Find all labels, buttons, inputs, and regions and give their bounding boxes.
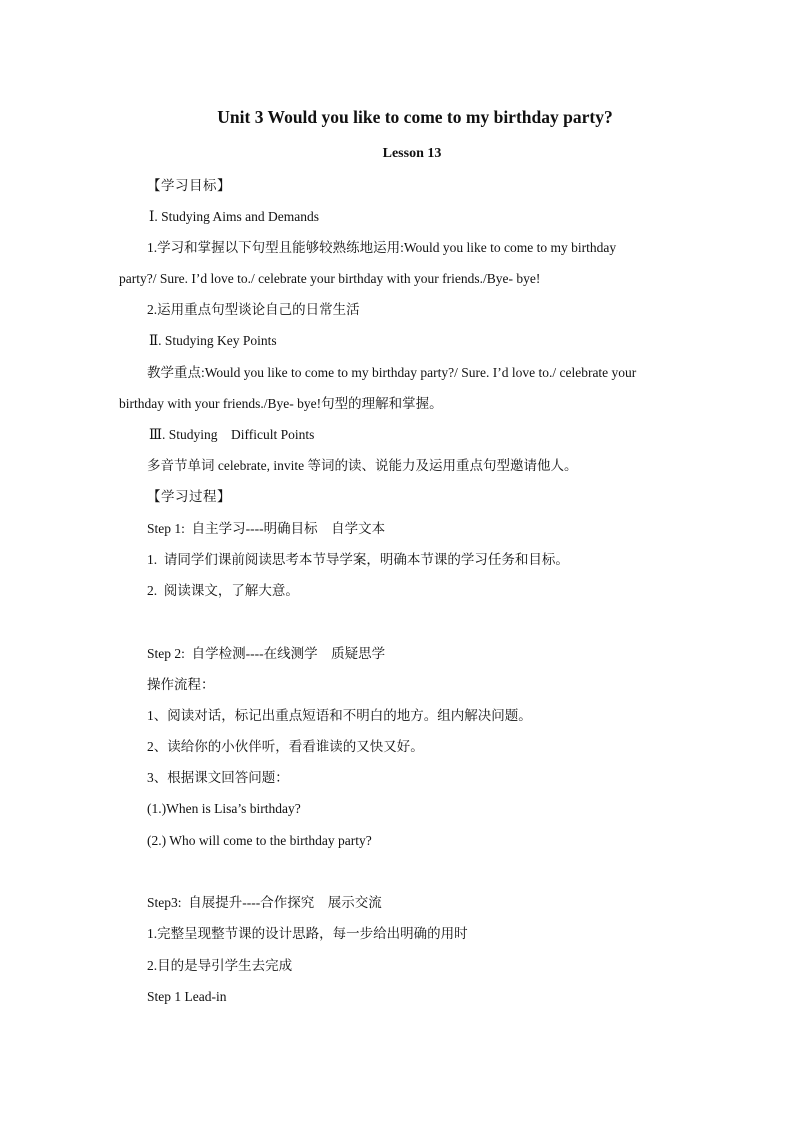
step-3-lead-in: Step 1 Lead-in <box>147 989 227 1004</box>
step-3-heading: Step3: 自展提升----合作探究 展示交流 <box>147 895 382 910</box>
step-1-item-2: 2. 阅读课文，了解大意。 <box>147 583 299 598</box>
step-2-item-3: 3、根据课文回答问题： <box>147 770 289 785</box>
difficult-points-heading: Ⅲ. Studying Difficult Points <box>149 427 315 442</box>
question-1: (1.)When is Lisa’s birthday? <box>147 801 301 816</box>
learning-goals-heading: 【学习目标】 <box>147 178 231 194</box>
difficult-points-text: 多音节单词 celebrate, invite 等词的读、说能力及运用重点句型邀请他人。 <box>147 458 578 473</box>
step-2-item-2: 2、读给你的小伙伴听，看看谁读的又快又好。 <box>147 739 424 754</box>
step-2-subheading: 操作流程： <box>147 677 215 692</box>
step-2-item-1: 1、阅读对话，标记出重点短语和不明白的地方。组内解决问题。 <box>147 708 532 723</box>
key-points-heading: Ⅱ. Studying Key Points <box>149 333 277 348</box>
question-2: (2.) Who will come to the birthday party? <box>147 833 372 848</box>
step-1-item-1: 1. 请同学们课前阅读思考本节导学案，明确本节课的学习任务和目标。 <box>147 552 569 567</box>
learning-process-heading: 【学习过程】 <box>147 489 231 505</box>
step-1-heading: Step 1: 自主学习----明确目标 自学文本 <box>147 521 386 536</box>
aim-1-line-1: 1.学习和掌握以下句型且能够较熟练地运用:Would you like to come to my birthday <box>147 240 617 255</box>
aim-1-line-2: party?/ Sure. I’d love to./ celebrate your birthday with your friends./Bye- bye! <box>119 271 541 286</box>
studying-aims-heading: Ⅰ. Studying Aims and Demands <box>149 209 319 224</box>
step-3-item-1: 1.完整呈现整节课的设计思路，每一步给出明确的用时 <box>147 926 468 941</box>
aim-2: 2.运用重点句型谈论自己的日常生活 <box>147 302 360 317</box>
step-3-item-2: 2.目的是导引学生去完成 <box>147 958 293 973</box>
step-2-heading: Step 2: 自学检测----在线测学 质疑思学 <box>147 646 386 661</box>
lesson-number: Lesson 13 <box>382 146 442 161</box>
key-points-line-2: birthday with your friends./Bye- bye!句型的理解和掌握。 <box>119 396 443 411</box>
document-title: Unit 3 Would you like to come to my birthday party? <box>217 107 613 127</box>
key-points-line-1: 教学重点:Would you like to come to my birthday party?/ Sure. I’d love to./ celebrate your <box>147 365 637 380</box>
